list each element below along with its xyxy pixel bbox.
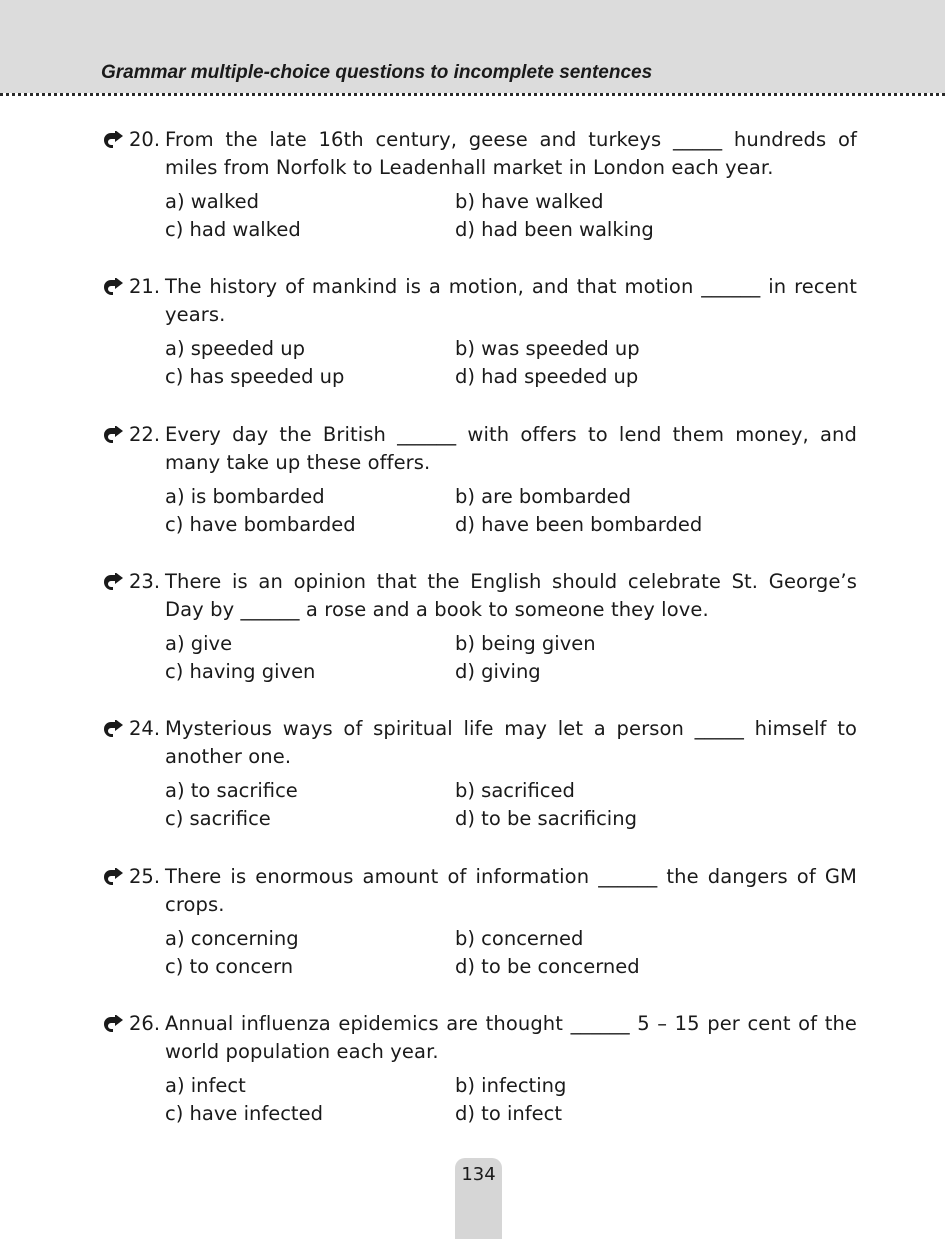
page-header-title: Grammar multiple-choice questions to incomplete sentences [101,62,653,83]
curved-arrow-icon [102,720,124,738]
options-row [165,511,865,539]
options-row [165,777,865,805]
curved-arrow-icon [102,131,124,149]
option-a[interactable]: a) speeded up [165,337,305,360]
question-stem [101,273,857,329]
option-b[interactable]: b) being given [455,632,596,655]
options-row [165,363,865,391]
question-number: 22. [129,423,161,446]
options-row [165,925,865,953]
question-stem [101,715,857,771]
question-26 [101,1010,857,1125]
answer-options [165,630,865,686]
question-number: 23. [129,570,161,593]
page-number-tab [455,1158,502,1239]
question-number: 24. [129,717,161,740]
options-row [165,630,865,658]
question-text: Every day the British ______ with offers to lend them money, and many take up these offers. [165,423,857,474]
option-d[interactable]: d) had speeded up [455,365,639,388]
question-stem [101,421,857,477]
question-text: From the late 16th century, geese and turkeys _____ hundreds of miles from Norfolk to Leadenhall market in London each year. [165,128,857,179]
options-row [165,805,865,833]
option-d[interactable]: d) have been bombarded [455,513,703,536]
option-d[interactable]: d) giving [455,660,541,683]
option-c[interactable]: c) have bombarded [165,513,356,536]
question-21 [101,273,857,388]
curved-arrow-icon [102,278,124,296]
option-b[interactable]: b) was speeded up [455,337,640,360]
options-row [165,216,865,244]
option-c[interactable]: c) having given [165,660,316,683]
option-b[interactable]: b) infecting [455,1074,567,1097]
option-a[interactable]: a) concerning [165,927,299,950]
answer-options [165,335,865,391]
question-number: 26. [129,1012,161,1035]
option-d[interactable]: d) had been walking [455,218,654,241]
answer-options [165,483,865,539]
options-row [165,1072,865,1100]
option-a[interactable]: a) to sacrifice [165,779,298,802]
option-c[interactable]: c) have infected [165,1102,323,1125]
options-row [165,335,865,363]
question-text: Mysterious ways of spiritual life may let a person _____ himself to another one. [165,717,857,768]
option-c[interactable]: c) had walked [165,218,301,241]
question-25 [101,863,857,978]
answer-options [165,188,865,244]
option-a[interactable]: a) infect [165,1074,246,1097]
option-b[interactable]: b) are bombarded [455,485,631,508]
question-text: The history of mankind is a motion, and that motion ______ in recent years. [165,275,857,326]
question-number: 25. [129,865,161,888]
question-number: 20. [129,128,161,151]
option-a[interactable]: a) give [165,632,233,655]
answer-options [165,777,865,833]
option-d[interactable]: d) to infect [455,1102,562,1125]
question-23 [101,568,857,683]
answer-options [165,925,865,981]
options-row [165,658,865,686]
option-d[interactable]: d) to be concerned [455,955,640,978]
options-row [165,953,865,981]
options-row [165,188,865,216]
page-number: 134 [461,1164,496,1185]
option-c[interactable]: c) has speeded up [165,365,345,388]
question-24 [101,715,857,830]
option-c[interactable]: c) sacrifice [165,807,271,830]
option-c[interactable]: c) to concern [165,955,294,978]
question-text: There is an opinion that the English should celebrate St. George’s Day by ______ a rose and a book to someone they love. [165,570,857,621]
curved-arrow-icon [102,868,124,886]
option-d[interactable]: d) to be sacrificing [455,807,637,830]
question-number: 21. [129,275,161,298]
header-dotted-divider [0,93,945,96]
curved-arrow-icon [102,426,124,444]
question-stem [101,863,857,919]
option-b[interactable]: b) have walked [455,190,604,213]
option-b[interactable]: b) sacrificed [455,779,575,802]
question-stem [101,126,857,182]
answer-options [165,1072,865,1128]
option-b[interactable]: b) concerned [455,927,584,950]
options-row [165,1100,865,1128]
question-text: There is enormous amount of information ______ the dangers of GM crops. [165,865,857,916]
question-22 [101,421,857,536]
question-stem [101,1010,857,1066]
options-row [165,483,865,511]
curved-arrow-icon [102,1015,124,1033]
question-stem [101,568,857,624]
option-a[interactable]: a) is bombarded [165,485,325,508]
question-20 [101,126,857,241]
question-text: Annual influenza epidemics are thought ______ 5 – 15 per cent of the world population each year. [165,1012,857,1063]
option-a[interactable]: a) walked [165,190,260,213]
curved-arrow-icon [102,573,124,591]
